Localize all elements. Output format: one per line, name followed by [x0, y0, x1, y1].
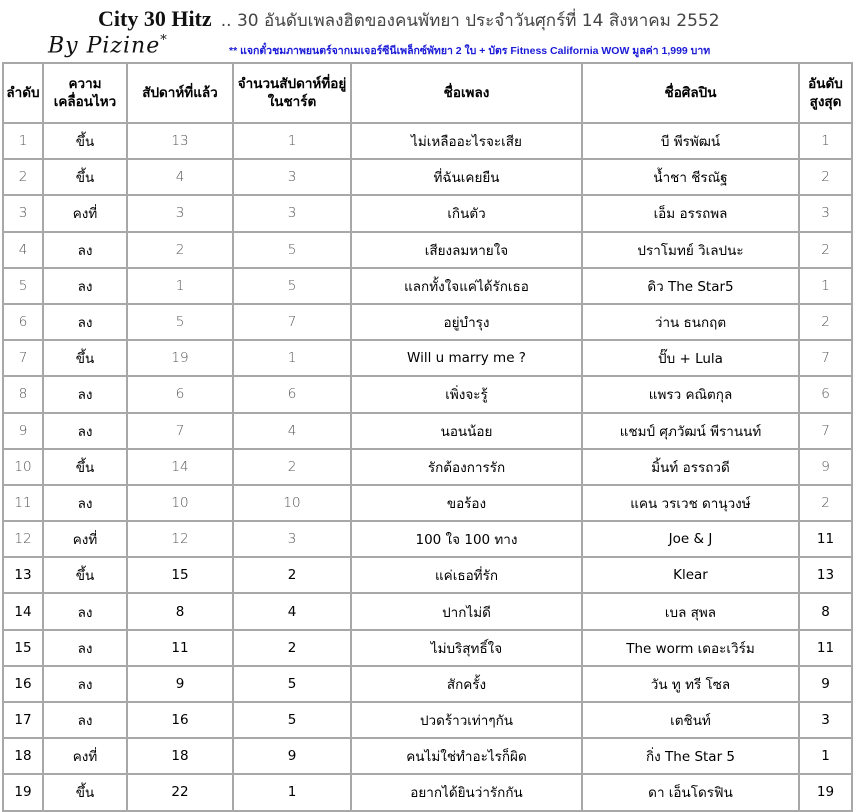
peak-cell: 2 — [800, 305, 853, 341]
song-cell: ปวดร้าวเท่าๆกัน — [352, 703, 583, 739]
rank-cell: 4 — [2, 233, 44, 269]
last-week-cell: 8 — [128, 594, 234, 630]
weeks-cell: 2 — [234, 450, 352, 486]
title-line — [98, 6, 720, 34]
rank-cell: 2 — [2, 160, 44, 196]
weeks-cell: 1 — [234, 124, 352, 160]
column-header-weeks-on-chart: จำนวนสัปดาห์ที่อยู่ในชาร์ต — [234, 62, 352, 124]
movement-cell: ลง — [44, 377, 128, 413]
rank-cell: 6 — [2, 305, 44, 341]
movement-cell: ลง — [44, 703, 128, 739]
page-title: City 30 Hitz — [98, 6, 212, 31]
song-cell: 100 ใจ 100 ทาง — [352, 522, 583, 558]
weeks-cell: 2 — [234, 558, 352, 594]
movement-cell: ขึ้น — [44, 450, 128, 486]
peak-cell: 1 — [800, 269, 853, 305]
artist-cell: เอ็ม อรรถพล — [583, 196, 800, 232]
rank-cell: 9 — [2, 414, 44, 450]
last-week-cell: 11 — [128, 631, 234, 667]
last-week-cell: 10 — [128, 486, 234, 522]
table-row — [2, 703, 853, 739]
song-cell: ไม่บริสุทธิ์ใจ — [352, 631, 583, 667]
table-row — [2, 667, 853, 703]
movement-cell: ขึ้น — [44, 558, 128, 594]
peak-cell: 2 — [800, 233, 853, 269]
rank-cell: 11 — [2, 486, 44, 522]
movement-cell: คงที่ — [44, 739, 128, 775]
movement-cell: ลง — [44, 305, 128, 341]
last-week-cell: 22 — [128, 775, 234, 811]
weeks-cell: 5 — [234, 269, 352, 305]
peak-cell: 1 — [800, 124, 853, 160]
artist-cell: บี พีรพัฒน์ — [583, 124, 800, 160]
last-week-cell: 1 — [128, 269, 234, 305]
movement-cell: ลง — [44, 594, 128, 630]
column-header-song: ชื่อเพลง — [352, 62, 583, 124]
table-row — [2, 522, 853, 558]
weeks-cell: 3 — [234, 160, 352, 196]
movement-cell: ลง — [44, 233, 128, 269]
movement-cell: ขึ้น — [44, 341, 128, 377]
weeks-cell: 5 — [234, 667, 352, 703]
peak-cell: 19 — [800, 775, 853, 811]
song-cell: นอนน้อย — [352, 414, 583, 450]
peak-cell: 6 — [800, 377, 853, 413]
weeks-cell: 6 — [234, 377, 352, 413]
song-cell: แค่เธอที่รัก — [352, 558, 583, 594]
movement-cell: ลง — [44, 667, 128, 703]
last-week-cell: 9 — [128, 667, 234, 703]
artist-cell: แพรว คณิตกุล — [583, 377, 800, 413]
song-cell: Will u marry me ? — [352, 341, 583, 377]
rank-cell: 17 — [2, 703, 44, 739]
last-week-cell: 12 — [128, 522, 234, 558]
movement-cell: คงที่ — [44, 522, 128, 558]
rank-cell: 14 — [2, 594, 44, 630]
artist-cell: ดิว The Star5 — [583, 269, 800, 305]
rank-cell: 7 — [2, 341, 44, 377]
rank-cell: 13 — [2, 558, 44, 594]
artist-cell: ปั๊บ + Lula — [583, 341, 800, 377]
song-cell: อยากได้ยินว่ารักกัน — [352, 775, 583, 811]
table-row — [2, 160, 853, 196]
song-cell: เพิ่งจะรู้ — [352, 377, 583, 413]
song-cell: ปากไม่ดี — [352, 594, 583, 630]
weeks-cell: 7 — [234, 305, 352, 341]
rank-cell: 5 — [2, 269, 44, 305]
column-header-movement: ความเคลื่อนไหว — [44, 62, 128, 124]
last-week-cell: 19 — [128, 341, 234, 377]
song-cell: คนไม่ใช่ทำอะไรก็ผิด — [352, 739, 583, 775]
weeks-cell: 4 — [234, 594, 352, 630]
peak-cell: 3 — [800, 703, 853, 739]
table-row — [2, 377, 853, 413]
last-week-cell: 16 — [128, 703, 234, 739]
artist-cell: ดา เอ็นโดรฟิน — [583, 775, 800, 811]
artist-cell: Joe & J — [583, 522, 800, 558]
peak-cell: 8 — [800, 594, 853, 630]
table-row — [2, 196, 853, 232]
table-row — [2, 631, 853, 667]
movement-cell: ลง — [44, 414, 128, 450]
song-cell: ที่ฉันเคยยืน — [352, 160, 583, 196]
peak-cell: 11 — [800, 631, 853, 667]
table-row — [2, 739, 853, 775]
column-header-peak: อันดับสูงสุด — [800, 62, 853, 124]
last-week-cell: 13 — [128, 124, 234, 160]
table-row — [2, 594, 853, 630]
artist-cell: น้ำชา ชีรณัฐ — [583, 160, 800, 196]
chart-table — [2, 62, 853, 812]
rank-cell: 16 — [2, 667, 44, 703]
byline-mark: * — [160, 33, 168, 48]
page-subtitle: .. 30 อันดับเพลงฮิตของคนพัทยา ประจำวันศุกร์ที่ 14 สิงหาคม 2552 — [220, 11, 720, 31]
peak-cell: 13 — [800, 558, 853, 594]
weeks-cell: 5 — [234, 703, 352, 739]
artist-cell: ว่าน ธนกฤต — [583, 305, 800, 341]
weeks-cell: 9 — [234, 739, 352, 775]
table-row — [2, 775, 853, 811]
song-cell: สักครั้ง — [352, 667, 583, 703]
peak-cell: 3 — [800, 196, 853, 232]
table-row — [2, 305, 853, 341]
artist-cell: The worm เดอะเวิร์ม — [583, 631, 800, 667]
artist-cell: เตชินท์ — [583, 703, 800, 739]
song-cell: ไม่เหลืออะไรจะเสีย — [352, 124, 583, 160]
last-week-cell: 18 — [128, 739, 234, 775]
table-body — [2, 124, 853, 812]
weeks-cell: 5 — [234, 233, 352, 269]
rank-cell: 12 — [2, 522, 44, 558]
movement-cell: ลง — [44, 631, 128, 667]
movement-cell: ขึ้น — [44, 775, 128, 811]
weeks-cell: 10 — [234, 486, 352, 522]
weeks-cell: 1 — [234, 775, 352, 811]
weeks-cell: 3 — [234, 522, 352, 558]
movement-cell: ลง — [44, 486, 128, 522]
last-week-cell: 2 — [128, 233, 234, 269]
last-week-cell: 15 — [128, 558, 234, 594]
song-cell: รักต้องการรัก — [352, 450, 583, 486]
peak-cell: 9 — [800, 450, 853, 486]
rank-cell: 8 — [2, 377, 44, 413]
artist-cell: มิ้นท์ อรรถวดี — [583, 450, 800, 486]
artist-cell: ปราโมทย์ วิเลปนะ — [583, 233, 800, 269]
byline-text: By Pizine — [48, 33, 161, 59]
last-week-cell: 7 — [128, 414, 234, 450]
promo-notice: ** แจกตั๋วชมภาพยนตร์จากเมเจอร์ซีนีเพล็กซ์พัทยา 2 ใบ + บัตร Fitness California WOW มูลค่า 1,999 บาท — [229, 45, 711, 57]
table-row — [2, 269, 853, 305]
rank-cell: 1 — [2, 124, 44, 160]
peak-cell: 7 — [800, 341, 853, 377]
table-header-row — [2, 62, 853, 124]
peak-cell: 2 — [800, 160, 853, 196]
song-cell: แลกทั้งใจแค่ได้รักเธอ — [352, 269, 583, 305]
artist-cell: กิ่ง The Star 5 — [583, 739, 800, 775]
weeks-cell: 3 — [234, 196, 352, 232]
rank-cell: 18 — [2, 739, 44, 775]
column-header-rank: ลำดับ — [2, 62, 44, 124]
table-row — [2, 414, 853, 450]
byline — [48, 33, 168, 58]
page-header — [0, 0, 857, 62]
artist-cell: Klear — [583, 558, 800, 594]
peak-cell: 1 — [800, 739, 853, 775]
song-cell: เกินตัว — [352, 196, 583, 232]
weeks-cell: 1 — [234, 341, 352, 377]
last-week-cell: 4 — [128, 160, 234, 196]
song-cell: ขอร้อง — [352, 486, 583, 522]
artist-cell: แคน วรเวช ดานุวงษ์ — [583, 486, 800, 522]
rank-cell: 19 — [2, 775, 44, 811]
table-row — [2, 341, 853, 377]
peak-cell: 2 — [800, 486, 853, 522]
movement-cell: ขึ้น — [44, 160, 128, 196]
table-row — [2, 486, 853, 522]
artist-cell: เบล สุพล — [583, 594, 800, 630]
last-week-cell: 6 — [128, 377, 234, 413]
song-cell: เสียงลมหายใจ — [352, 233, 583, 269]
peak-cell: 7 — [800, 414, 853, 450]
table-row — [2, 124, 853, 160]
table-row — [2, 558, 853, 594]
artist-cell: แชมป์ ศุภวัฒน์ พีรานนท์ — [583, 414, 800, 450]
peak-cell: 9 — [800, 667, 853, 703]
last-week-cell: 3 — [128, 196, 234, 232]
peak-cell: 11 — [800, 522, 853, 558]
movement-cell: คงที่ — [44, 196, 128, 232]
rank-cell: 3 — [2, 196, 44, 232]
weeks-cell: 2 — [234, 631, 352, 667]
movement-cell: ลง — [44, 269, 128, 305]
last-week-cell: 5 — [128, 305, 234, 341]
column-header-last-week: สัปดาห์ที่แล้ว — [128, 62, 234, 124]
weeks-cell: 4 — [234, 414, 352, 450]
table-row — [2, 233, 853, 269]
last-week-cell: 14 — [128, 450, 234, 486]
column-header-artist: ชื่อศิลปิน — [583, 62, 800, 124]
movement-cell: ขึ้น — [44, 124, 128, 160]
artist-cell: วัน ทู ทรี โซล — [583, 667, 800, 703]
table-row — [2, 450, 853, 486]
rank-cell: 15 — [2, 631, 44, 667]
song-cell: อยู่บำรุง — [352, 305, 583, 341]
rank-cell: 10 — [2, 450, 44, 486]
